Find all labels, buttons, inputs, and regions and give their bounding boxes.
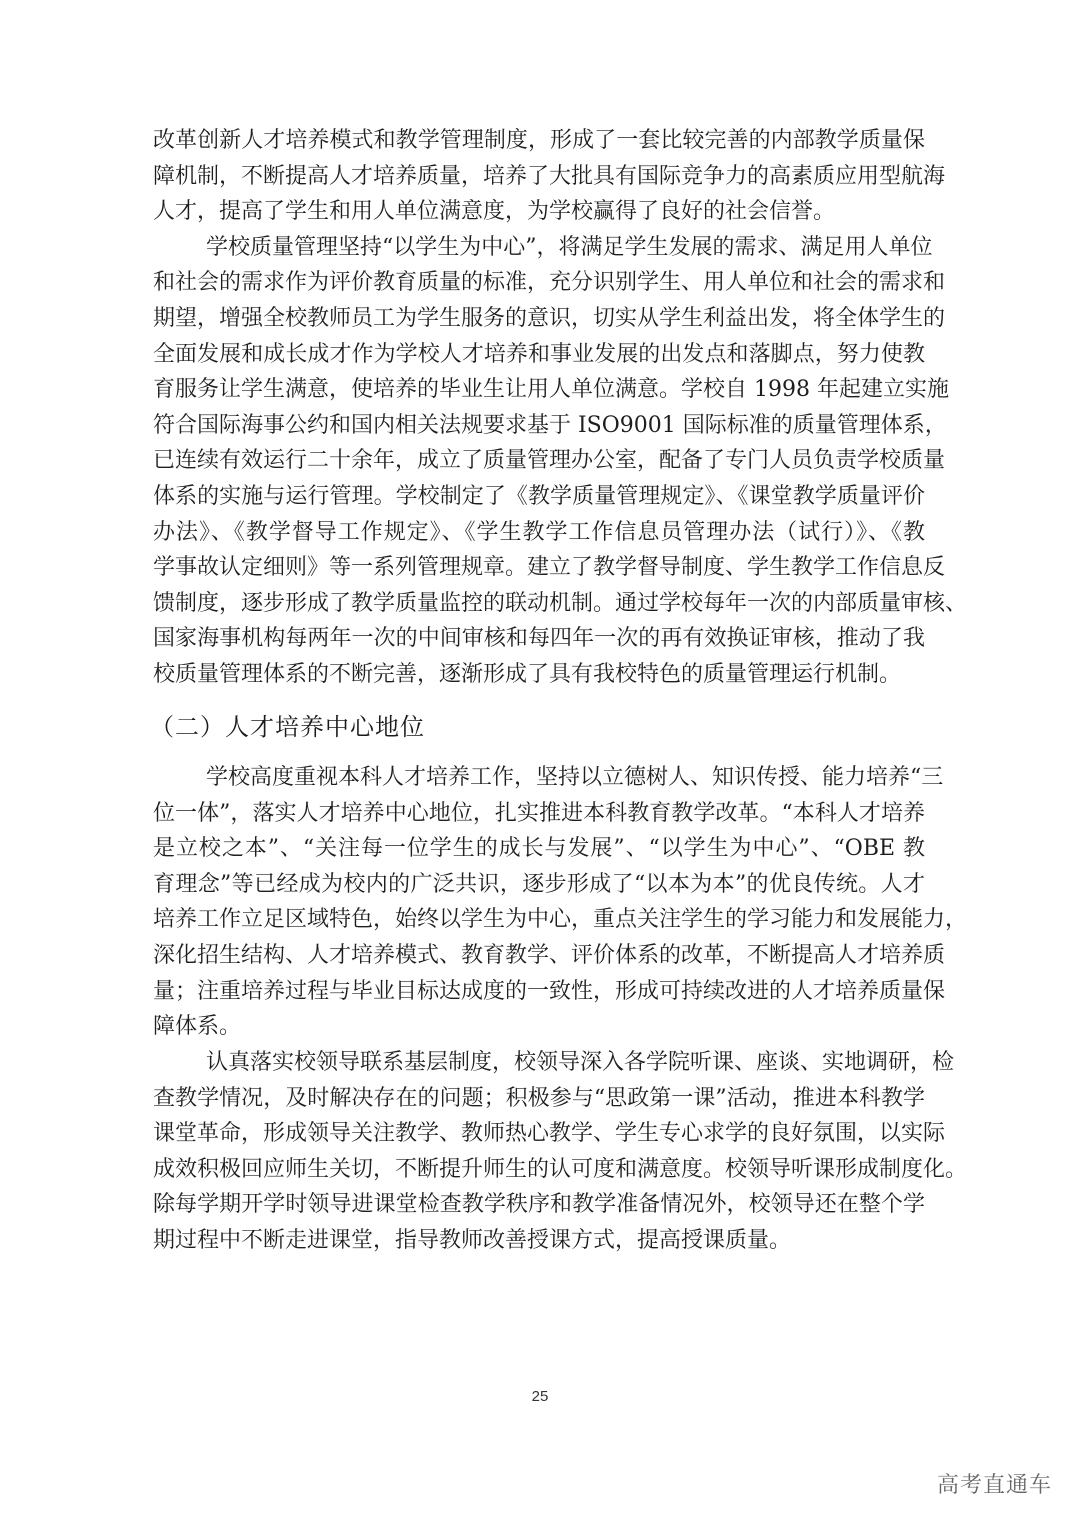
text-line: 学事故认定细则》等一系列管理规章。建立了教学督导制度、学生教学工作信息反 (153, 555, 946, 581)
text-line: 除每学期开学时领导进课堂检查教学秩序和教学准备情况外，校领导还在整个学 (153, 1192, 925, 1218)
text-line: 全面发展和成长成才作为学校人才培养和事业发展的出发点和落脚点，努力使教 (153, 341, 925, 367)
text-line: 馈制度，逐步形成了教学质量监控的联动机制。通过学校每年一次的内部质量审核、 (153, 590, 968, 616)
text-line: 已连续有效运行二十余年，成立了质量管理办公室，配备了专门人员负责学校质量 (153, 448, 946, 474)
text-line: 课堂革命，形成领导关注教学、教师热心教学、学生专心求学的良好氛围，以实际 (153, 1121, 946, 1147)
text-line: 培养工作立足区域特色，始终以学生为中心，重点关注学生的学习能力和发展能力， (153, 907, 968, 933)
text-line: 障机制，不断提高人才培养质量，培养了大批具有国际竞争力的高素质应用型航海 (153, 163, 946, 189)
text-line: 符合国际海事公约和国内相关法规要求基于 ISO9001 国际标准的质量管理体系， (153, 412, 947, 438)
paragraph-talent-cultivation (153, 760, 968, 1045)
text-line: 改革创新人才培养模式和教学管理制度，形成了一套比较完善的内部教学质量保 (153, 128, 925, 153)
text-line: 办法》、《教学督导工作规定》、《学生教学工作信息员管理办法（试行）》、《教 (153, 519, 925, 545)
paragraph-continuation (153, 123, 946, 230)
text-line: 人才，提高了学生和用人单位满意度，为学校赢得了良好的社会信誉。 (153, 199, 836, 225)
text-line: 国家海事机构每两年一次的中间审核和每四年一次的再有效换证审核，推动了我 (153, 626, 925, 652)
section-heading: （二）人才培养中心地位 (150, 713, 425, 741)
text-line: 成效积极回应师生关切，不断提升师生的认可度和满意度。校领导听课形成制度化。 (153, 1156, 968, 1182)
text-line: 位一体”，落实人才培养中心地位，扎实推进本科教育教学改革。“本科人才培养 (153, 800, 925, 826)
text-line: 期望，增强全校教师员工为学生服务的意识，切实从学生利益出发，将全体学生的 (153, 305, 946, 331)
text-line: 学校质量管理坚持“以学生为中心”，将满足学生发展的需求、满足用人单位 (206, 234, 933, 260)
page-number: 25 (531, 1388, 549, 1405)
paragraph-leadership (153, 1045, 968, 1259)
paragraph-quality-management (153, 230, 968, 693)
text-line: 育服务让学生满意，使培养的毕业生让用人单位满意。学校自 1998 年起建立实施 (153, 377, 949, 403)
text-line: 学校高度重视本科人才培养工作，坚持以立德树人、知识传授、能力培养“三 (206, 765, 944, 790)
text-line: 体系的实施与运行管理。学校制定了《教学质量管理规定》、《课堂教学质量评价 (153, 483, 925, 509)
text-line: 校质量管理体系的不断完善，逐渐形成了具有我校特色的质量管理运行机制。 (153, 661, 902, 687)
text-line: 认真落实校领导联系基层制度，校领导深入各学院听课、座谈、实地调研，检 (206, 1050, 955, 1075)
text-line: 期过程中不断走进课堂，指导教师改善授课方式，提高授课质量。 (153, 1227, 792, 1253)
text-line: 是立校之本”、“关注每一位学生的成长与发展”、“以学生为中心”、“OBE 教 (153, 836, 925, 862)
text-line: 查教学情况，及时解决存在的问题；积极参与“思政第一课”活动，推进本科教学 (153, 1085, 925, 1111)
text-line: 障体系。 (153, 1014, 242, 1040)
text-line: 育理念”等已经成为校内的广泛共识，逐步形成了“以本为本”的优良传统。人才 (153, 871, 925, 897)
text-line: 和社会的需求作为评价教育质量的标准，充分识别学生、用人单位和社会的需求和 (153, 270, 946, 296)
text-line: 深化招生结构、人才培养模式、教育教学、评价体系的改革，不断提高人才培养质 (153, 942, 946, 968)
text-line: 量；注重培养过程与毕业目标达成度的一致性，形成可持续改进的人才培养质量保 (153, 978, 946, 1004)
watermark-label: 高考直通车 (936, 1473, 1052, 1498)
